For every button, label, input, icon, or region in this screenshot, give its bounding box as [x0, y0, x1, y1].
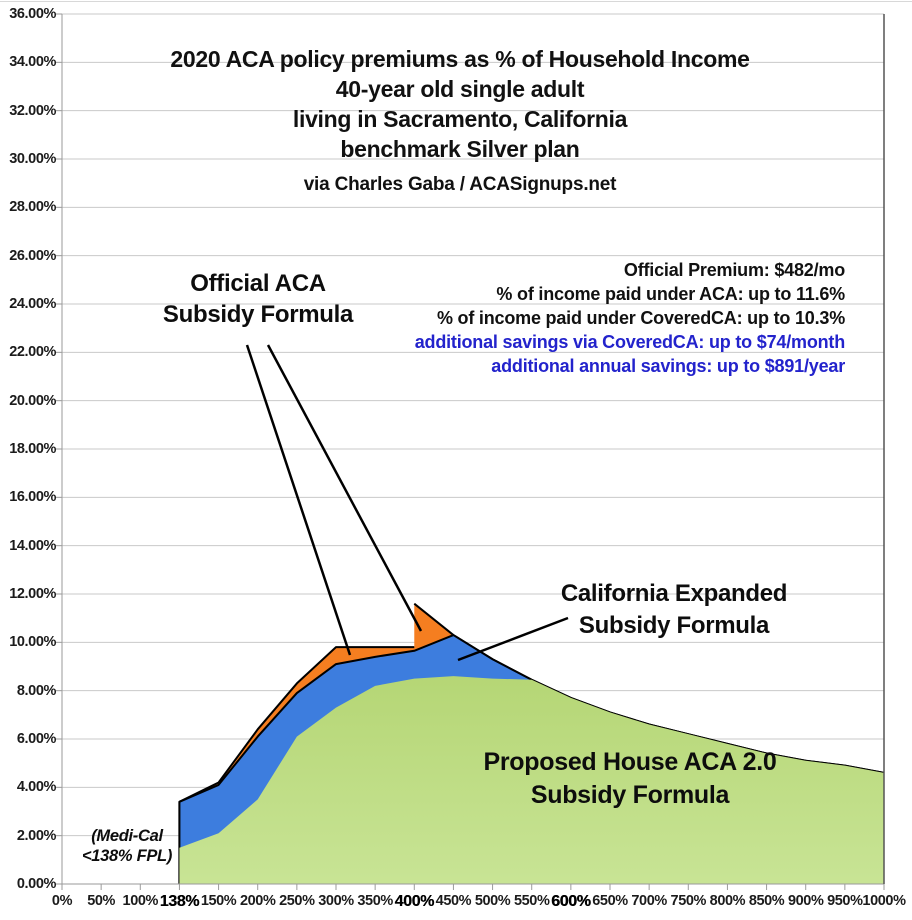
y-tick-label-26: 26.00%: [9, 247, 56, 264]
stat-coveredca-percent: % of income paid under CoveredCA: up to 10.3%: [436, 308, 845, 328]
x-tick-label-300: 300%: [318, 893, 354, 909]
x-tick-label-900: 900%: [787, 893, 824, 909]
x-tick-label-700: 700%: [631, 893, 667, 909]
stat-annual-savings: additional annual savings: up to $891/year: [491, 356, 845, 376]
label-medicaid-note: [47, 826, 207, 866]
x-tick-label-138: 138%: [159, 893, 200, 910]
y-tick-label-22: 22.00%: [9, 344, 56, 361]
pointer-official-aca-band: [247, 345, 350, 655]
x-tick-label-550: 550%: [513, 893, 550, 909]
y-tick-label-8: 8.00%: [16, 682, 56, 699]
area-series: [179, 604, 884, 884]
title-line-4: benchmark Silver plan: [340, 136, 580, 162]
x-tick-label-250: 250%: [279, 893, 315, 909]
y-tick-label-6: 6.00%: [16, 731, 56, 747]
label-aca20-line2: Subsidy Formula: [530, 781, 730, 809]
x-tick-label-650: 650%: [592, 893, 628, 909]
x-tick-label-500: 500%: [474, 893, 511, 909]
y-tick-label-16: 16.00%: [9, 489, 56, 506]
label-aca20-line1: Proposed House ACA 2.0: [483, 748, 777, 776]
pointer-official-aca-cliff: [268, 345, 421, 631]
title-line-1: 2020 ACA policy premiums as % of Household Income: [170, 46, 750, 72]
label-official-aca: [108, 268, 408, 330]
y-tick-label-12: 12.00%: [9, 586, 56, 602]
stat-monthly-savings: additional savings via CoveredCA: up to $74/month: [414, 332, 845, 352]
x-tick-label-150: 150%: [200, 893, 237, 909]
label-medicaid-line2: <138% FPL): [81, 847, 173, 865]
y-tick-label-4: 4.00%: [16, 779, 56, 796]
x-tick-label-0: 0%: [51, 893, 73, 909]
y-tick-label-28: 28.00%: [9, 199, 56, 216]
y-tick-label-0: 0.00%: [16, 876, 56, 892]
label-house-aca20: [480, 746, 780, 812]
y-tick-label-14: 14.00%: [9, 537, 56, 554]
stat-official-premium: Official Premium: $482/mo: [623, 260, 845, 280]
chart-title: [0, 44, 912, 164]
x-tick-label-800: 800%: [709, 893, 746, 909]
label-official-aca-line1: Official ACA: [190, 270, 326, 297]
x-tick-label-400: 400%: [394, 893, 434, 910]
x-tick-label-200: 200%: [239, 893, 276, 909]
y-tick-label-2: 2.00%: [16, 827, 56, 844]
y-tick-label-10: 10.00%: [9, 634, 56, 651]
x-tick-label-50: 50%: [87, 893, 116, 909]
x-tick-label-950: 950%: [827, 893, 863, 909]
x-tick-label-750: 750%: [670, 893, 707, 909]
x-tick-label-850: 850%: [748, 893, 785, 909]
label-medicaid-line1: (Medi-Cal: [91, 827, 163, 845]
y-tick-label-20: 20.00%: [9, 392, 56, 409]
y-tick-label-36: 36.00%: [9, 6, 56, 22]
y-tick-label-24: 24.00%: [9, 296, 56, 312]
y-tick-label-34: 34.00%: [9, 54, 56, 71]
label-california-expanded: [524, 578, 824, 642]
stats-annotation: [415, 258, 845, 378]
x-tick-label-600: 600%: [551, 893, 591, 910]
label-california-line1: California Expanded: [560, 580, 788, 607]
label-official-aca-line2: Subsidy Formula: [162, 301, 354, 328]
attribution-line: via Charles Gaba / ACASignups.net: [303, 174, 617, 195]
y-tick-label-30: 30.00%: [9, 151, 56, 167]
y-tick-label-18: 18.00%: [9, 441, 56, 457]
label-california-line2: Subsidy Formula: [578, 612, 770, 639]
pointer-lines: [247, 345, 568, 660]
x-tick-label-450: 450%: [435, 893, 472, 909]
x-tick-label-1000: 1000%: [862, 893, 906, 909]
stat-aca-percent: % of income paid under ACA: up to 11.6%: [496, 284, 845, 304]
title-line-2: 40-year old single adult: [335, 76, 585, 102]
x-tick-label-350: 350%: [357, 893, 393, 909]
x-tick-label-100: 100%: [122, 893, 159, 909]
y-tick-label-32: 32.00%: [9, 102, 56, 119]
title-line-3: living in Sacramento, California: [292, 106, 628, 132]
